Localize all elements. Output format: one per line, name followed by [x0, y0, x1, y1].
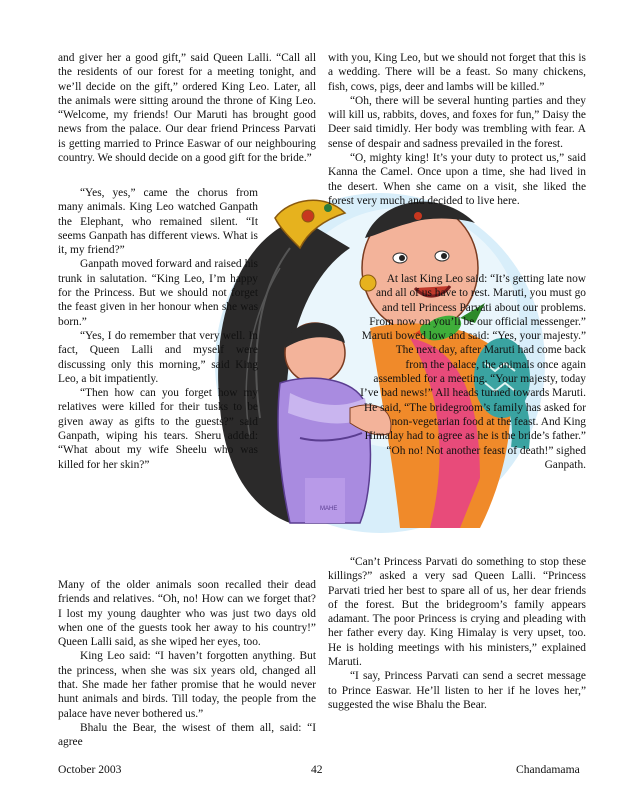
paragraph: Many of the older animals soon recalled their dead friends and relatives. “Oh, no! How can we forget that? I lost my young daughter who was just two days old when one of the guests took her away to his country!” Queen Lalli said, as she wiped her eyes, too.	[58, 579, 316, 649]
paragraph: “Yes, yes,” came the chorus from many animals. King Leo watched Ganpath the Elephant, who remained silent. “It seems Ganpath has different views. What is it, my friend?”	[58, 187, 258, 257]
right-column-bottom	[328, 555, 586, 712]
paragraph: King Leo said: “I haven’t forgotten anything. But the princess, when she was six years old, changed all that. She made her father promise that he would never hunt animals and birds. Till today, the people from the palace have never bothered us.”	[58, 650, 316, 720]
paragraph: “Yes, I do remember that very well. In fact, Queen Lalli and myself were discussing only this morning,” said King Leo, a bit impatiently.	[58, 329, 258, 385]
paragraph: “Can’t Princess Parvati do something to stop these killings?” asked a very sad Queen Lalli. “Princess Parvati tried her best to spare all of us, her dear friends of the forest. But the bridegroom’s family appears adamant. The poor Princess is crying and pleading with her father every day. King Himalay is very upset, too. He is holding meetings with his ministers,” explained Maruti.	[328, 556, 586, 669]
paragraph: “I say, Princess Parvati can send a secret message to Prince Easwar. He’ll listen to her if he loves her,” suggested the wise Bhalu the Bear.	[328, 670, 586, 711]
left-column-top	[58, 51, 316, 165]
left-column-middle	[58, 186, 258, 472]
paragraph: At last King Leo said: “It’s getting late now and all of us have to rest. Maruti, you must go and tell Princess Parvati about our problems. From now on you’ll be our official messenger.” Maruti bowed low and said: “Yes, your majesty.”	[361, 273, 586, 343]
paragraph: and giver her a good gift,” said Queen Lalli. “Call all the residents of our forest for a meeting tonight, and we’ll decide on the gift,” ordered King Leo. Later, all the animals were sitting around the throne of King Leo. “Welcome, my friends! Our Maruti has brought good news from the palace. Our dear friend Princess Parvati is getting married to Prince Easwar of our neighbouring country. We should decide on a good gift for the bride.”	[58, 52, 316, 165]
paragraph: with you, King Leo, but we should not forget that this is a wedding. There will be a feast. So many chickens, fish, cows, pigs, deer and lambs will be killed.”	[328, 52, 586, 93]
paragraph: “O, mighty king! It’s your duty to protect us,” said Kanna the Camel. Once upon a time, she had lived in the desert. When she came on a visit, she liked the forest very much and decided to live here.	[328, 152, 586, 207]
paragraph: “Then how can you forget how my relatives were killed for their tusks to be given away as gifts to the guests?” said Ganpath, wiping his tears. Sheru added: “What about my wife Sheelu who was killed for her skin?”	[58, 387, 258, 471]
footer-date: October 2003	[58, 763, 122, 776]
paragraph: The next day, after Maruti had come back from the palace, the animals once again assembled for a meeting. “Your majesty, today I’ve bad news!” All heads turned towards Maruti. He said, “The bridegroom’s family has asked for non-vegetarian food at the feast. And King Himalay had to agree as he is the bride’s father.”	[360, 344, 586, 443]
left-column-bottom	[58, 578, 316, 750]
right-column-top	[328, 51, 586, 208]
paragraph: Bhalu the Bear, the wisest of them all, said: “I agree	[58, 721, 316, 749]
right-column-middle	[360, 272, 586, 472]
paragraph: “Oh, there will be several hunting parties and they will kill us, rabbits, doves, and foxes for fun,” Daisy the Deer said timidly. Her body was trembling with fear. A sense of despair and sadness prevailed in the forest.	[328, 94, 586, 150]
illustrator-signature: MAHE	[320, 506, 338, 512]
paragraph: “Oh no! Not another feast of death!” sighed Ganpath.	[386, 444, 586, 471]
footer-magazine: Chandamama	[516, 763, 580, 776]
paragraph: Ganpath moved forward and raised his trunk in salutation. “King Leo, I’m happy for the Princess. But we should not forget the feast given in her honour when she was born.”	[58, 258, 258, 328]
page-number: 42	[311, 763, 323, 776]
